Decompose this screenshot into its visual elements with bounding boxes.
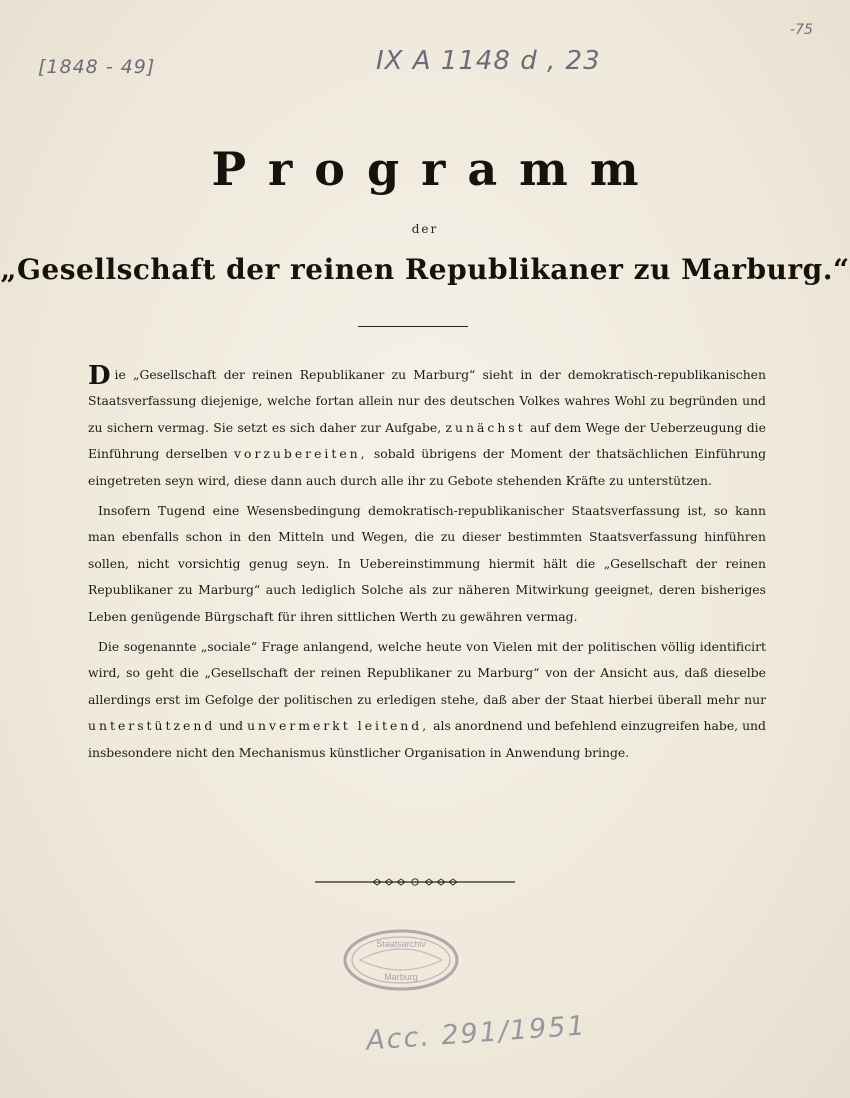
- paragraph-3-emphasis-1: unterstützend: [88, 718, 216, 734]
- paragraph-1-text-a: ie „Gesellschaft der reinen Republikaner zu Marburg“ sieht in der demokratisch-republikanischen Staatsverfassung diejenige, welche fortan allein nur des deutschen Volkes wahres Wohl zu begründen und zu sichern vermag. Sie setzt es sich daher zur Aufgabe,: [88, 367, 766, 435]
- paragraph-3-text-a: Die sogenannte „sociale“ Frage anlangend, welche heute von Vielen mit der politischen völlig identificirt wird, so geht die „Gesellschaft der reinen Republikaner zu Marburg“ von der Ansicht aus, daß dieselbe allerdings erst im Gefolge der politischen zu erledigen stehe, daß aber der Staat hierbei überall mehr nur: [88, 639, 766, 707]
- paragraph-3-emphasis-2: unvermerkt leitend,: [247, 718, 430, 734]
- archive-signature: IX A 1148 d , 23: [376, 46, 601, 76]
- paragraph-1-text-e: sobald übrigens der Moment der thatsächlichen Einführung eingetreten seyn wird, diese dann auch durch alle ihr zu Gebote stehenden Kräfte zu unterstützen.: [88, 446, 766, 488]
- drop-cap: D: [88, 361, 111, 391]
- stamp-top-text: Staatsarchiv: [376, 939, 426, 949]
- archive-stamp-icon: [342, 928, 460, 992]
- paragraph-1-emphasis-2: vorzubereiten,: [234, 446, 368, 462]
- archive-note-years: [ 1848 - 49 ]: [38, 56, 155, 78]
- paragraph-1-emphasis-1: zunächst: [445, 419, 526, 435]
- paragraph-3: [88, 634, 766, 766]
- paragraph-1: [88, 362, 766, 494]
- paragraph-3-text-c: und: [219, 718, 244, 734]
- document-body: [88, 362, 766, 770]
- ornament-divider-icon: [315, 876, 515, 888]
- paragraph-1-text-c: auf dem Wege der Ueberzeugung die Einführung derselben: [88, 419, 766, 462]
- archive-corner-number: -75: [790, 22, 813, 38]
- title-divider: [358, 326, 468, 327]
- title-der: der: [411, 222, 439, 236]
- accession-number: Acc. 291/1951: [365, 1010, 588, 1057]
- document-subtitle: „Gesellschaft der reinen Republikaner zu Marburg.“: [0, 253, 850, 286]
- document-title: Programm: [211, 142, 661, 196]
- paragraph-3-text-e: als anordnend und befehlend einzugreifen habe, und insbesondere nicht den Mechanismus künstlicher Organisation in Anwendung bringe.: [88, 718, 766, 760]
- stamp-bottom-text: Marburg: [384, 972, 418, 982]
- paragraph-2: Insofern Tugend eine Wesensbedingung demokratisch-republikanischer Staatsverfassung ist, so kann man ebenfalls schon in den Mitteln und Wegen, die zu dieser bestimmten Staatsverfassung hinführen sollen, nicht vorsichtig genug seyn. In Uebereinstimmung hiermit hält die „Gesellschaft der reinen Republikaner zu Marburg“ auch lediglich Solche als zur näheren Mitwirkung geeignet, deren bisheriges Leben genügende Bürgschaft für ihren sittlichen Werth zu gewähren vermag.: [88, 503, 766, 624]
